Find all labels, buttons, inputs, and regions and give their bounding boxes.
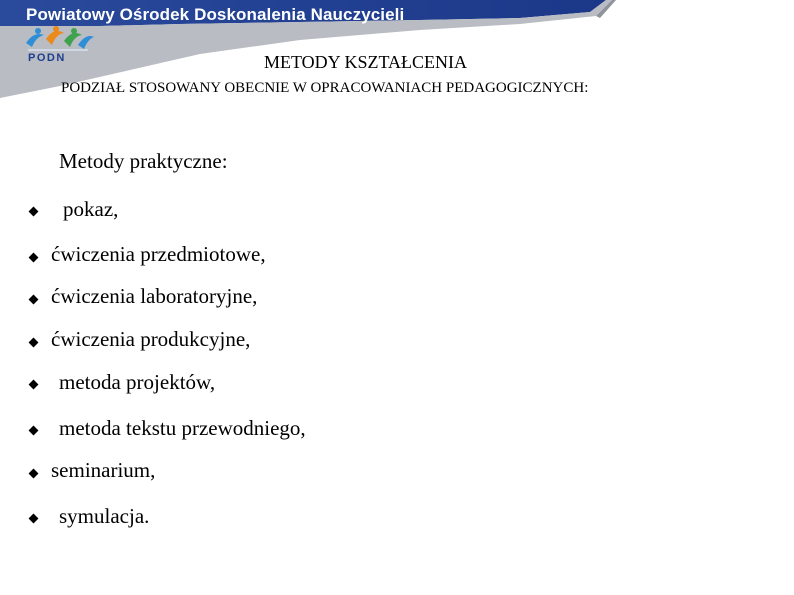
diamond-bullet-icon bbox=[29, 338, 39, 348]
diamond-bullet-icon bbox=[29, 514, 39, 524]
list-item bbox=[59, 416, 306, 440]
section-heading: Metody praktyczne: bbox=[59, 149, 228, 173]
diamond-bullet-icon bbox=[29, 380, 39, 390]
list-item-text: metoda tekstu przewodniego, bbox=[59, 416, 306, 440]
list-item bbox=[51, 458, 155, 482]
diamond-bullet-icon bbox=[29, 207, 39, 217]
list-item bbox=[59, 370, 215, 394]
list-item-text: ćwiczenia laboratoryjne, bbox=[51, 284, 258, 308]
list-item bbox=[51, 284, 257, 308]
organization-name: Powiatowy Ośrodek Doskonalenia Nauczycieli bbox=[26, 5, 405, 24]
list-item bbox=[51, 327, 250, 351]
list-item-text: ćwiczenia przedmiotowe, bbox=[51, 242, 266, 266]
list-item-text: metoda projektów, bbox=[59, 370, 216, 394]
podn-logo bbox=[22, 25, 100, 69]
list-item bbox=[59, 504, 149, 528]
list-item-text: symulacja. bbox=[59, 504, 150, 528]
diamond-bullet-icon bbox=[29, 469, 39, 479]
list-item bbox=[51, 242, 266, 266]
diamond-bullet-icon bbox=[29, 426, 39, 436]
page-subtitle: PODZIAŁ STOSOWANY OBECNIE W OPRACOWANIACH PEDAGOGICZNYCH: bbox=[61, 80, 589, 96]
list-item-text: ćwiczenia produkcyjne, bbox=[51, 327, 251, 351]
page-title: METODY KSZTAŁCENIA bbox=[264, 52, 468, 72]
logo-text: PODN bbox=[28, 52, 66, 64]
diamond-bullet-icon bbox=[29, 295, 39, 305]
list-item-text: pokaz, bbox=[63, 197, 119, 221]
diamond-bullet-icon bbox=[29, 253, 39, 263]
list-item bbox=[63, 197, 118, 221]
list-item-text: seminarium, bbox=[51, 458, 156, 482]
